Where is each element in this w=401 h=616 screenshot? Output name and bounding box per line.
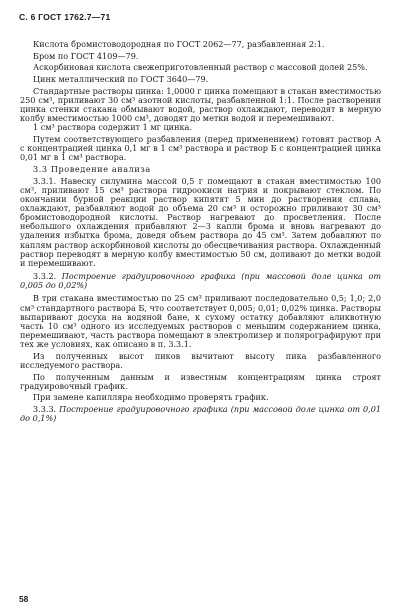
- section-title-analysis: 3.3 Проведение анализа: [33, 163, 151, 174]
- paragraph-zinc-metal: Цинк металлический по ГОСТ 3640—79.: [33, 73, 209, 84]
- clause-number-3-3-3: 3.3.3.: [33, 404, 60, 415]
- paragraph-3-3-2-heading: [20, 272, 381, 290]
- paragraph-ascorbic-acid: Аскорбиновая кислота свежеприготовленный раствор с массовой долей 25%.: [33, 62, 368, 73]
- paragraph-calibration-graph: По полученным данным и известным концентрациям цинка строят градуировочный график.: [20, 371, 381, 391]
- paragraph-peak-heights: Из полученных высот пиков вычитают высоту пика разбавленного исследуемого раствора.: [20, 350, 381, 370]
- paragraph-capillary: При замене капилляра необходимо проверять график.: [33, 392, 269, 403]
- clause-title-3-3-2: Построение градуировочного графика (при массовой доле цинка от 0,005 до 0,02%): [20, 271, 381, 291]
- paragraph-standard-solutions: Стандартные растворы цинка: 1,0000 г цинка помещают в стакан вместимостью 250 см³, приливают 30 см³ азотной кислоты, разбавленной 1:1. После растворения цинка стенки стакана обмывают водой, раствор охлаждают, переводят в мерную колбу вместимостью 1000 см³, доводят до метки водой и перемешивают.: [20, 85, 381, 124]
- page-number: 58: [19, 594, 29, 604]
- paragraph-hydrobromic-acid: Кислота бромистоводородная по ГОСТ 2062—77, разбавленная 2:1.: [33, 39, 325, 49]
- paragraph-3-3-3-heading: [20, 405, 381, 423]
- document-body: [20, 40, 381, 423]
- clause-title-3-3-3: Построение градуировочного графика (при массовой доле цинка от 0,01 до 0,1%): [20, 404, 381, 424]
- paragraph-dilution: Путем соответствующего разбавления (перед применением) готовят раствор А с концентрацией цинка 0,1 мг в 1 см³ раствора и раствор Б с концентрацией цинка 0,01 мг в 1 см³ раствора.: [20, 133, 381, 163]
- paragraph-3-3-1: 3.3.1. Навеску силумина массой 0,5 г помещают в стакан вместимостью 100 см³, приливают 15 см³ раствора гидроокиси натрия и покрывают стеклом. По окончании бурной реакции раствор кипятят 5 мин до растворения сплава, охлаждают, разбавляют водой до объема 20 см³ и осторожно приливают 30 см³ бромистоводородной кислоты. Раствор нагревают до просветления. После небольшого охлаждения прибавляют 2—3 капли брома и вновь нагревают до удаления избытка брома, доведя объем раствора до 45 см³. Затем добавляют по каплям раствор аскорбиновой кислоты до обесцвечивания раствора. Охлажденный раствор переводят в мерную колбу вместимостью 50 см, доливают до метки водой и перемешивают.: [20, 175, 381, 268]
- paragraph-three-beakers: В три стакана вместимостью по 25 см³ приливают последовательно 0,5; 1,0; 2,0 см³ стандартного раствора Б, что соответствует 0,005; 0,01; 0,02% цинка. Растворы выпаривают досуха на водяной бане, к сухому остатку добавляют аликвотную часть 10 см³ одного из исследуемых растворов с меньшим содержанием цинка, перемешивают, часть раствора помещают в электролизер и полярографируют при тех же условиях, как описано в п. 3.3.1.: [20, 293, 381, 350]
- clause-number-3-3-2: 3.3.2.: [33, 271, 62, 282]
- paragraph-bromine: Бром по ГОСТ 4109—79.: [33, 50, 139, 61]
- page-header: С. 6 ГОСТ 1762.7—71: [19, 12, 111, 22]
- paragraph-solution-content: 1 см³ раствора содержит 1 мг цинка.: [33, 122, 192, 133]
